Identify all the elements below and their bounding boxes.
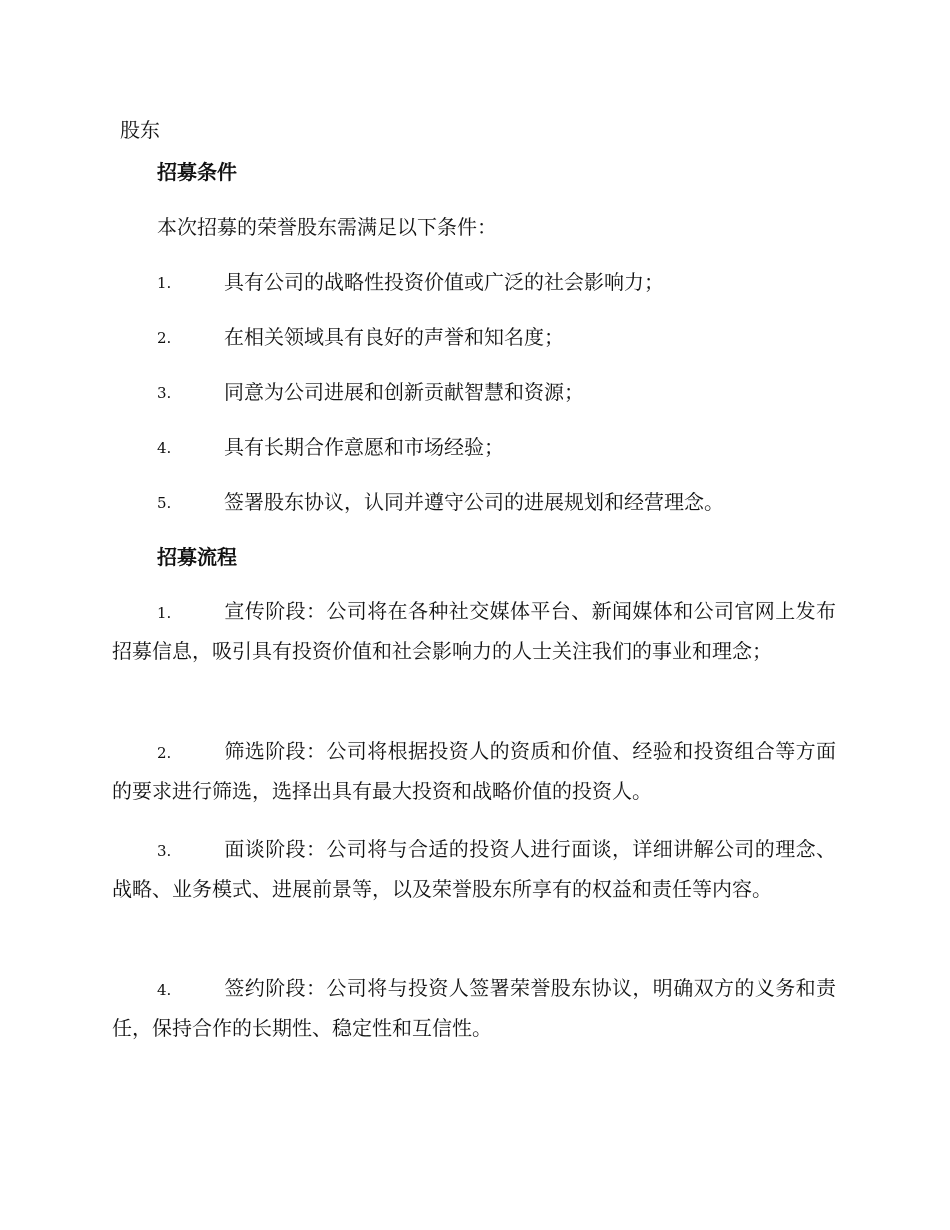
condition-text: 具有公司的战略性投资价值或广泛的社会影响力； bbox=[224, 270, 664, 294]
condition-text: 在相关领域具有良好的声誉和知名度； bbox=[224, 325, 564, 349]
process-step bbox=[112, 830, 836, 908]
step-number: 3. bbox=[157, 842, 172, 860]
condition-item bbox=[157, 323, 857, 351]
step-number: 4. bbox=[157, 981, 172, 999]
condition-text: 同意为公司进展和创新贡献智慧和资源； bbox=[224, 380, 584, 404]
page-fragment-text: 股东 bbox=[120, 118, 160, 142]
condition-item bbox=[157, 488, 857, 516]
process-step bbox=[112, 969, 836, 1047]
condition-number: 4. bbox=[157, 439, 172, 457]
process-heading: 招募流程 bbox=[157, 545, 237, 569]
condition-item bbox=[157, 268, 857, 296]
condition-number: 3. bbox=[157, 384, 172, 402]
condition-item bbox=[157, 378, 857, 406]
conditions-heading: 招募条件 bbox=[157, 160, 237, 184]
step-number: 2. bbox=[157, 744, 172, 762]
condition-item bbox=[157, 433, 857, 461]
condition-text: 签署股东协议，认同并遵守公司的进展规划和经营理念。 bbox=[224, 490, 724, 514]
condition-number: 1. bbox=[157, 274, 172, 292]
process-step bbox=[112, 592, 836, 670]
step-text: 面谈阶段：公司将与合适的投资人进行面谈，详细讲解公司的理念、战略、业务模式、进展前景等，以及荣誉股东所享有的权益和责任等内容。 bbox=[112, 837, 836, 901]
process-step bbox=[112, 732, 836, 810]
condition-number: 5. bbox=[157, 494, 172, 512]
condition-text: 具有长期合作意愿和市场经验； bbox=[224, 435, 504, 459]
step-text: 签约阶段：公司将与投资人签署荣誉股东协议，明确双方的义务和责任，保持合作的长期性、稳定性和互信性。 bbox=[112, 976, 836, 1040]
step-number: 1. bbox=[157, 604, 172, 622]
conditions-intro: 本次招募的荣誉股东需满足以下条件： bbox=[157, 215, 497, 239]
condition-number: 2. bbox=[157, 329, 172, 347]
step-text: 筛选阶段：公司将根据投资人的资质和价值、经验和投资组合等方面的要求进行筛选，选择出具有最大投资和战略价值的投资人。 bbox=[112, 739, 836, 803]
step-text: 宣传阶段：公司将在各种社交媒体平台、新闻媒体和公司官网上发布招募信息，吸引具有投资价值和社会影响力的人士关注我们的事业和理念； bbox=[112, 599, 836, 663]
